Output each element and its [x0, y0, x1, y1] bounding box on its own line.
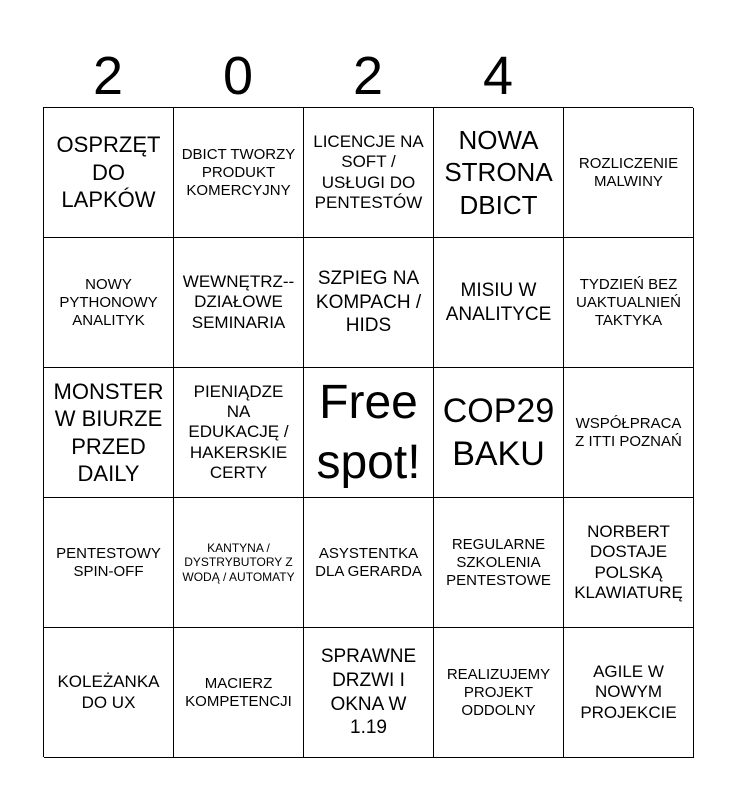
- bingo-cell-label: AGILE W NOWYM PROJEKCIE: [580, 661, 677, 722]
- bingo-cell-label: SPRAWNE DRZWI I OKNA W 1.19: [320, 646, 417, 739]
- bingo-cell[interactable]: [564, 628, 694, 758]
- bingo-cell[interactable]: [174, 628, 304, 758]
- bingo-title: [43, 44, 693, 108]
- bingo-cell-label: TYDZIEŃ BEZ UAKTUALNIEŃ TAKTYKA: [575, 275, 682, 329]
- bingo-cell-label: REGULARNE SZKOLENIA PENTESTOWE: [446, 535, 551, 589]
- bingo-cell-label: PENTESTOWY SPIN-OFF: [56, 544, 161, 580]
- bingo-cell-label: NOWA STRONA DBICT: [444, 124, 553, 220]
- bingo-cell[interactable]: [44, 498, 174, 628]
- bingo-cell[interactable]: [44, 628, 174, 758]
- bingo-cell[interactable]: [304, 628, 434, 758]
- bingo-cell[interactable]: [174, 368, 304, 498]
- bingo-cell-label: WEWNĘTRZ--DZIAŁOWE SEMINARIA: [182, 271, 295, 332]
- bingo-cell-label: MACIERZ KOMPETENCJI: [185, 674, 292, 710]
- title-digit: 2: [352, 46, 384, 106]
- bingo-cell-label: SZPIEG NA KOMPACH / HIDS: [315, 267, 422, 337]
- bingo-cell[interactable]: [304, 238, 434, 368]
- bingo-cell[interactable]: [44, 368, 174, 498]
- title-digit: 4: [482, 46, 514, 106]
- title-digit: 0: [222, 46, 254, 106]
- bingo-cell-label: ASYSTENTKA DLA GERARDA: [315, 544, 422, 580]
- bingo-cell-label: NORBERT DOSTAJE POLSKĄ KLAWIATURĘ: [574, 521, 683, 602]
- bingo-cell-label: PIENIĄDZE NA EDUKACJĘ / HAKERSKIE CERTY: [188, 381, 289, 483]
- bingo-board: [43, 107, 693, 757]
- bingo-cell-label: LICENCJE NA SOFT / USŁUGI DO PENTESTÓW: [313, 131, 424, 212]
- bingo-cell-label: COP29 BAKU: [442, 392, 555, 473]
- bingo-cell[interactable]: [434, 238, 564, 368]
- bingo-cell-label: KANTYNA / DYSTRYBUTORY Z WODĄ / AUTOMATY: [182, 540, 295, 584]
- bingo-cell-label: KOLEŻANKA DO UX: [57, 672, 160, 712]
- bingo-cell[interactable]: [564, 498, 694, 628]
- bingo-cell[interactable]: [434, 108, 564, 238]
- bingo-cell[interactable]: [44, 108, 174, 238]
- bingo-cell[interactable]: [434, 368, 564, 498]
- bingo-cell-label: MISIU W ANALITYCE: [445, 279, 552, 325]
- bingo-cell[interactable]: [434, 628, 564, 758]
- bingo-cell-label: OSPRZĘT DO LAPKÓW: [56, 132, 161, 213]
- bingo-cell[interactable]: [174, 498, 304, 628]
- bingo-cell-label: WSPÓŁPRACA Z ITTI POZNAŃ: [575, 414, 682, 450]
- bingo-cell[interactable]: [174, 238, 304, 368]
- bingo-cell[interactable]: [434, 498, 564, 628]
- bingo-cell-label: MONSTER W BIURZE PRZED DAILY: [53, 378, 164, 486]
- bingo-cell[interactable]: [304, 498, 434, 628]
- bingo-cell-label: REALIZUJEMY PROJEKT ODDOLNY: [446, 665, 551, 719]
- title-digit: 2: [92, 46, 124, 106]
- bingo-cell[interactable]: [304, 108, 434, 238]
- bingo-cell-label: DBICT TWORZY PRODUKT KOMERCYJNY: [181, 145, 296, 199]
- free-spot-label: Free spot!: [316, 375, 421, 489]
- bingo-cell[interactable]: [44, 238, 174, 368]
- bingo-cell[interactable]: [564, 238, 694, 368]
- free-spot-cell[interactable]: [304, 368, 434, 498]
- bingo-cell-label: NOWY PYTHONOWY ANALITYK: [59, 275, 158, 329]
- bingo-cell[interactable]: [174, 108, 304, 238]
- bingo-cell-label: ROZLICZENIE MALWINY: [578, 154, 679, 190]
- bingo-cell[interactable]: [564, 108, 694, 238]
- bingo-cell[interactable]: [564, 368, 694, 498]
